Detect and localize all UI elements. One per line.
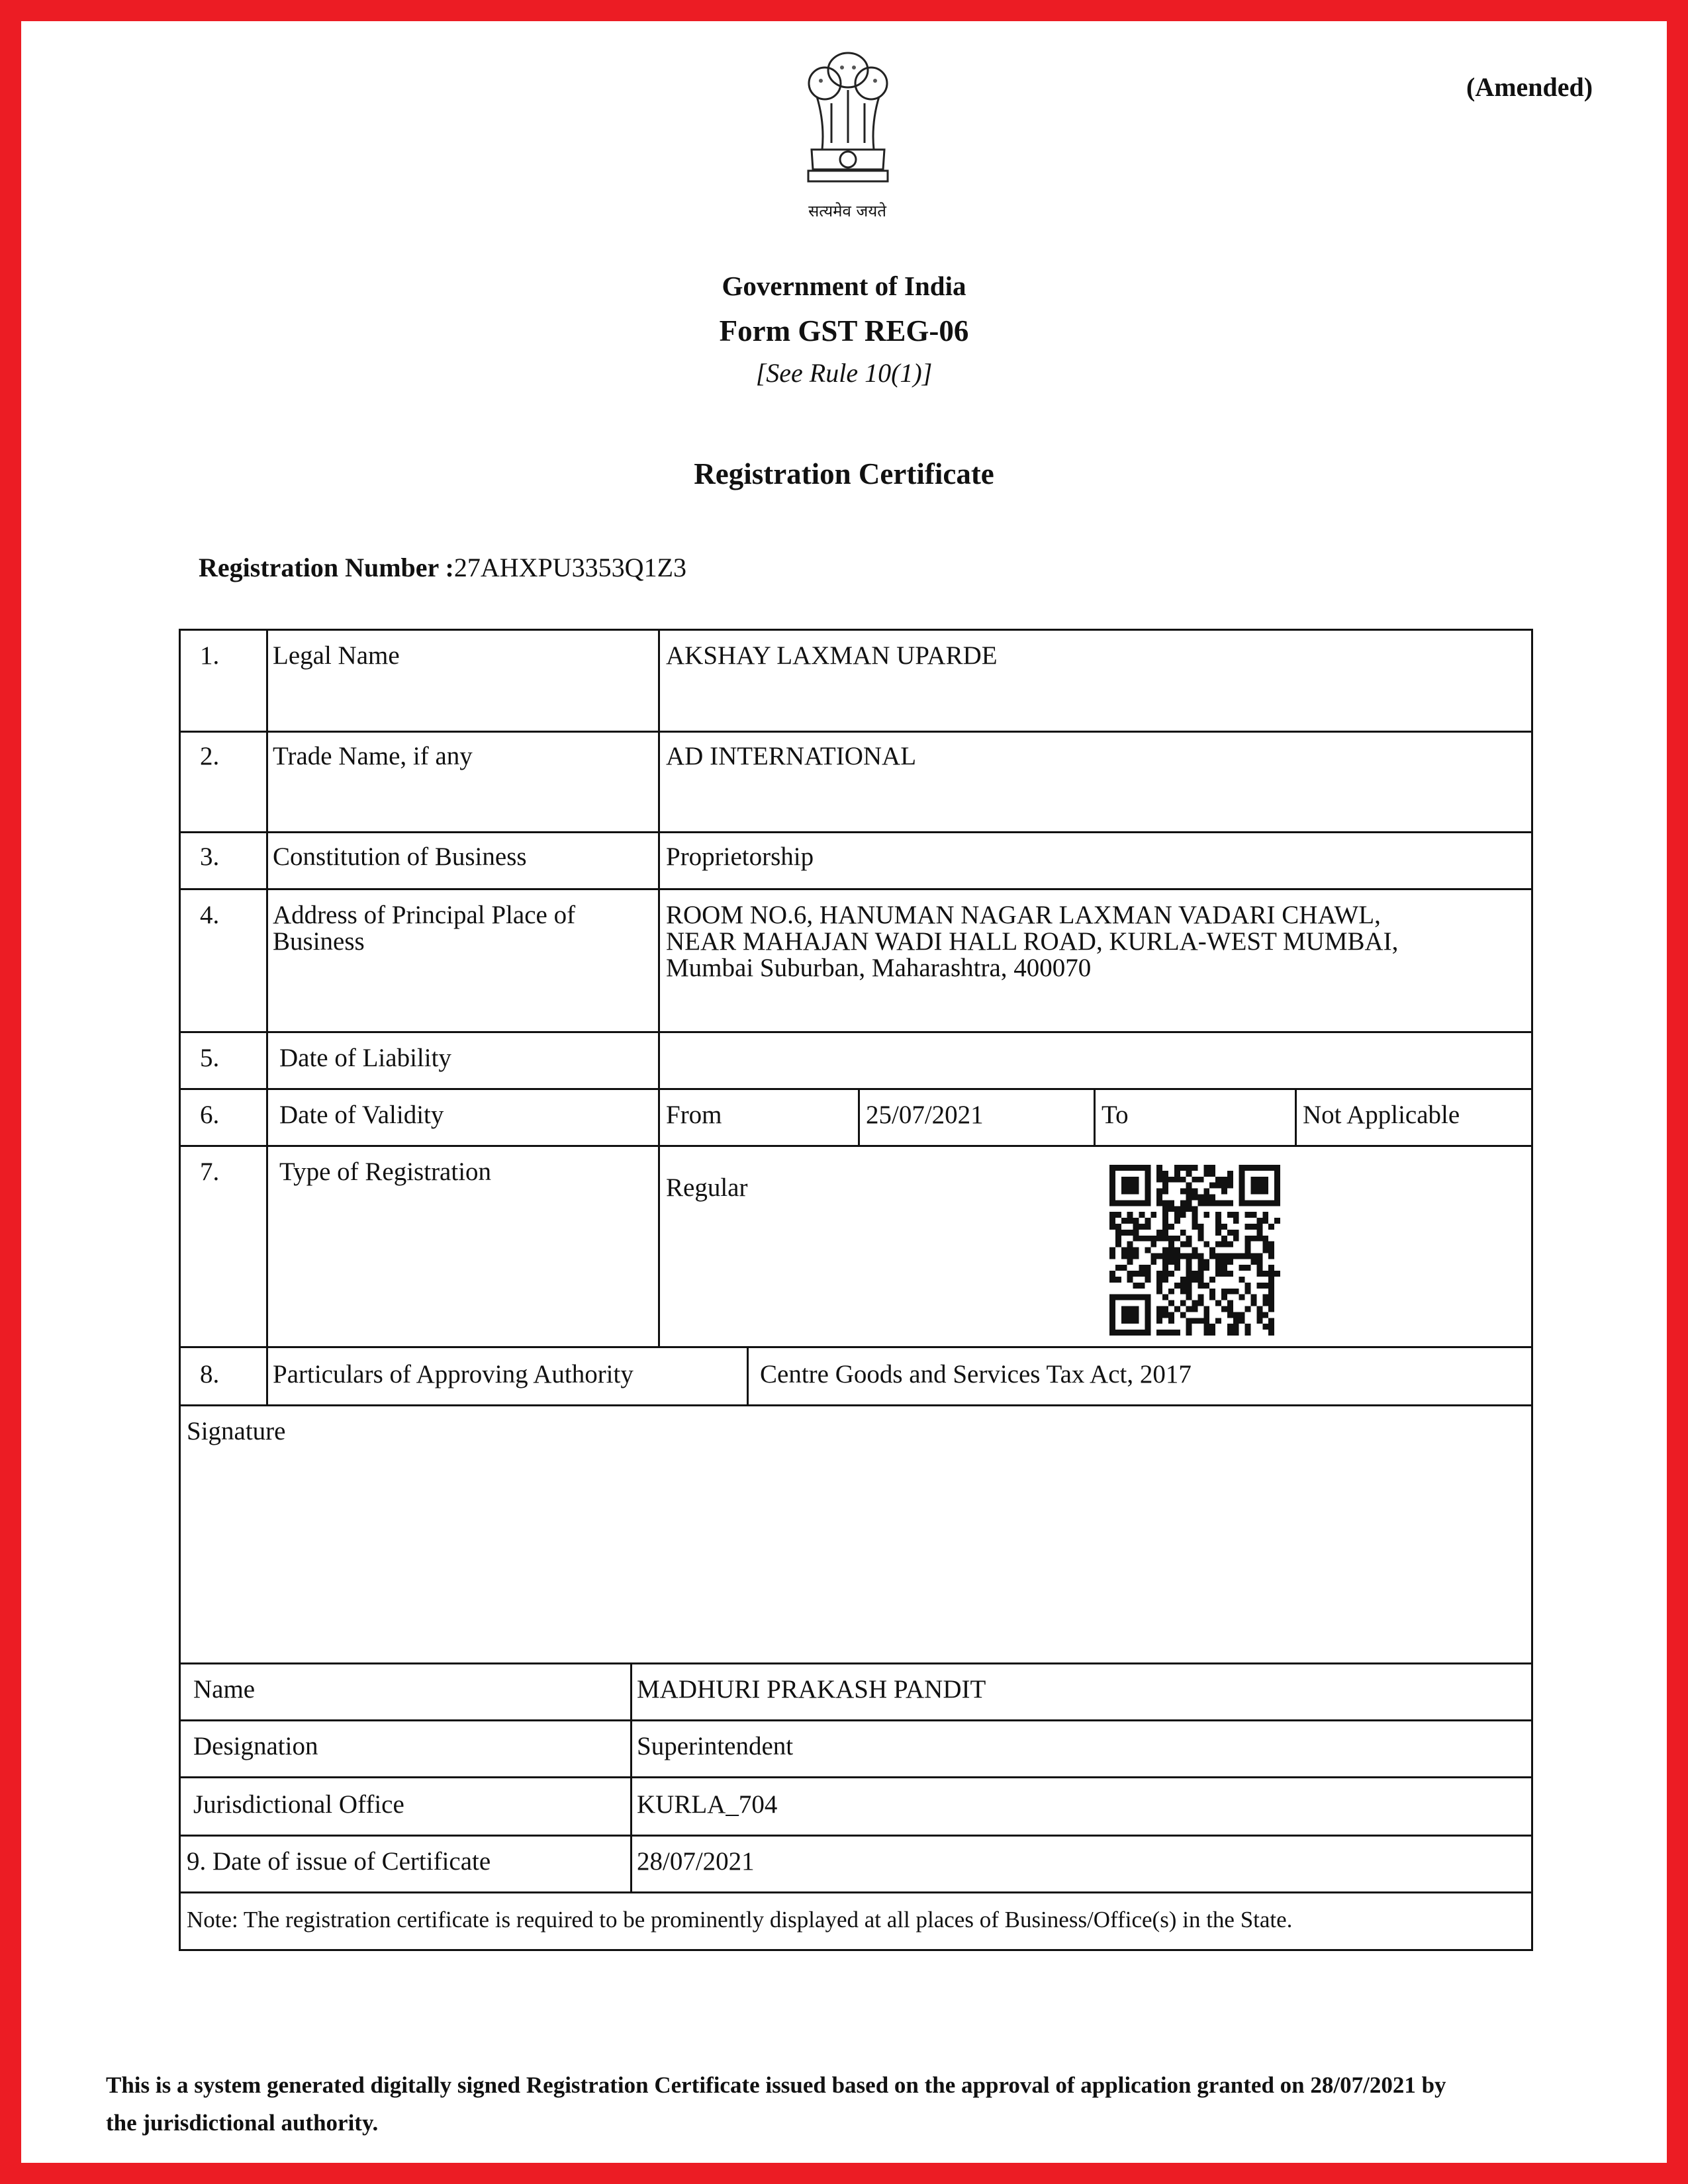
address-value-line1: ROOM NO.6, HANUMAN NAGAR LAXMAN VADARI CHAWL, (666, 901, 1381, 929)
government-heading: Government of India (722, 271, 966, 301)
designation-value: Superintendent (637, 1732, 794, 1760)
registration-number-label: Registration Number : (199, 553, 454, 582)
rule-reference: [See Rule 10(1)] (755, 358, 933, 388)
type-of-registration-value: Regular (666, 1173, 748, 1202)
row-8-number: 8. (200, 1360, 220, 1388)
registration-number-value: 27AHXPU3353Q1Z3 (453, 553, 687, 582)
row-3-number: 3. (200, 842, 220, 871)
legal-name-label: Legal Name (273, 641, 400, 670)
date-of-liability-label: Date of Liability (279, 1044, 451, 1072)
address-label-line1: Address of Principal Place of (273, 901, 576, 929)
row-7-number: 7. (200, 1158, 220, 1186)
footer-line-2: the jurisdictional authority. (106, 2110, 379, 2136)
registration-number-line (199, 552, 686, 583)
signature-label: Signature (187, 1417, 286, 1445)
address-value-line2: NEAR MAHAJAN WADI HALL ROAD, KURLA-WEST MUMBAI, (666, 927, 1399, 956)
trade-name-value: AD INTERNATIONAL (666, 742, 917, 770)
address-label-line2: Business (273, 927, 365, 956)
footer-line-1: This is a system generated digitally signed Registration Certificate issued based on the approval of application granted on 28/07/2021 by (106, 2072, 1446, 2098)
emblem-motto: सत्यमेव जयते (808, 202, 886, 220)
address-value-line3: Mumbai Suburban, Maharashtra, 400070 (666, 954, 1092, 982)
type-of-registration-label: Type of Registration (279, 1158, 492, 1186)
designation-label: Designation (193, 1732, 318, 1760)
validity-from-value: 25/07/2021 (866, 1101, 984, 1129)
validity-to-label: To (1102, 1101, 1129, 1129)
footer-statement (106, 2066, 1602, 2142)
row-2-number: 2. (200, 742, 220, 770)
trade-name-label: Trade Name, if any (273, 742, 473, 770)
display-note: Note: The registration certificate is required to be prominently displayed at all places of Business/Office(s) in the State. (187, 1907, 1293, 1933)
national-emblem-icon (798, 44, 898, 196)
certificate-table (179, 629, 1533, 1951)
date-of-validity-label: Date of Validity (279, 1101, 444, 1129)
legal-name-value: AKSHAY LAXMAN UPARDE (666, 641, 998, 670)
date-of-issue-value: 28/07/2021 (637, 1847, 755, 1876)
approving-authority-value: Centre Goods and Services Tax Act, 2017 (760, 1360, 1192, 1388)
row-5-number: 5. (200, 1044, 220, 1072)
jurisdictional-office-label: Jurisdictional Office (193, 1790, 404, 1819)
jurisdictional-office-value: KURLA_704 (637, 1790, 778, 1819)
constitution-value: Proprietorship (666, 842, 814, 871)
row-4-number: 4. (200, 901, 220, 929)
signatory-name-value: MADHURI PRAKASH PANDIT (637, 1675, 986, 1704)
validity-to-value: Not Applicable (1303, 1101, 1460, 1129)
signatory-name-label: Name (193, 1675, 256, 1704)
qr-code-icon (1109, 1165, 1280, 1336)
certificate-title: Registration Certificate (694, 457, 994, 490)
validity-from-label: From (666, 1101, 722, 1129)
row-1-number: 1. (200, 641, 220, 670)
amended-label: (Amended) (1466, 72, 1593, 102)
date-of-issue-label: 9. Date of issue of Certificate (187, 1847, 491, 1876)
approving-authority-label: Particulars of Approving Authority (273, 1360, 633, 1388)
form-title: Form GST REG-06 (719, 314, 969, 347)
row-6-number: 6. (200, 1101, 220, 1129)
constitution-label: Constitution of Business (273, 842, 527, 871)
